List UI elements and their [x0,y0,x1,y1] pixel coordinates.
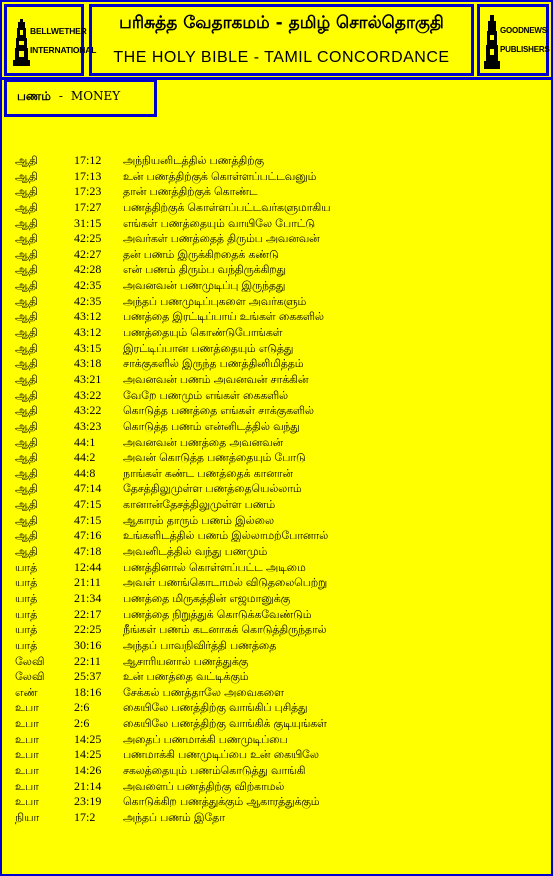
concordance-row [0,356,553,372]
entry-reference: 14:25 [74,731,102,746]
entry-text: உங்களிடத்தில் பணம் இல்லாமற்போனால் [123,529,329,543]
entry-text: நாங்கள் கண்ட பணத்தைக் கானான் [123,466,293,480]
concordance-row [0,528,553,544]
title-banner [89,4,474,76]
entry-book: உபா [15,701,39,715]
entry-text: வேறே பணமும் எங்கள் கைகளில் [123,388,288,402]
concordance-row [0,544,553,560]
entry-text: பணத்திற்குக் கொள்ளப்பட்டவர்களுமாகிய [123,200,331,214]
right-logo-line2: PUBLISHERS [500,45,550,54]
entry-book: ஆதி [15,169,38,183]
entry-text: கையிலே பணத்திற்கு வாங்கிக் குடியுங்கள் [123,717,327,731]
entry-reference: 44:2 [74,450,96,465]
entry-text: அவள் பணங்கொடாமல் விடுதலைபெற்று [123,576,327,590]
entry-book: யாத் [15,607,38,621]
entry-text: அந்தப் பணம் இதோ [123,810,225,824]
concordance-row [0,747,553,763]
entry-text: ஆகாரம் தாரும் பணம் இல்லை [123,513,274,527]
entry-reference: 43:18 [74,356,102,371]
entry-book: ஆதி [15,482,38,496]
entry-book: உபா [15,779,39,793]
concordance-row [0,247,553,263]
concordance-row [0,294,553,310]
entry-reference: 17:23 [74,184,102,199]
entry-text: இரட்டிப்பான பணத்தையும் எடுத்து [123,341,294,355]
entry-reference: 12:44 [74,559,102,574]
entry-text: நீங்கள் பணம் கடனாகக் கொடுத்திருந்தால் [123,623,327,637]
entry-reference: 43:12 [74,309,102,324]
entry-text: அவன் கொடுத்த பணத்தையும் போடு [123,451,306,465]
entry-book: ஆதி [15,232,38,246]
entry-book: ஆதி [15,372,38,386]
entry-text: தன் பணம் இருக்கிறதைக் கண்டு [123,247,279,261]
entry-book: ஆதி [15,247,38,261]
entry-reference: 43:22 [74,403,102,418]
right-logo-line1: GOODNEWS [500,26,547,35]
entry-reference: 14:25 [74,747,102,762]
entry-reference: 21:34 [74,590,102,605]
concordance-row [0,278,553,294]
entry-book: ஆதி [15,216,38,230]
concordance-row [0,372,553,388]
entry-text: எங்கள் பணத்தையும் வாயிலே போட்டு [123,216,315,230]
entry-text: அதைப் பணமாக்கி பணமுடிப்பை [123,732,288,746]
entry-book: ஆதி [15,310,38,324]
entry-book: யாத் [15,623,38,637]
entry-reference: 44:1 [74,434,96,449]
entry-book: யாத் [15,560,38,574]
entry-reference: 25:37 [74,669,102,684]
entry-text: உன் பணத்தை வட்டிக்கும் [123,670,249,684]
entry-reference: 43:23 [74,418,102,433]
concordance-row [0,216,553,232]
entry-reference: 47:15 [74,497,102,512]
entry-reference: 43:21 [74,371,102,386]
entry-text: அந்நியனிடத்தில் பணத்திற்கு [123,154,264,167]
concordance-row [0,153,553,169]
left-logo-line1: BELLWETHER [30,26,87,36]
concordance-row [0,325,553,341]
entry-book: உபா [15,732,39,746]
entry-book: நியா [15,810,40,824]
concordance-row [0,403,553,419]
entry-text: பணத்தினால் கொள்ளப்பட்ட அடிமை [123,560,306,574]
concordance-list [0,153,553,826]
entry-book: ஆதி [15,326,38,340]
entry-book: யாத் [15,638,38,652]
concordance-row [0,435,553,451]
concordance-row [0,810,553,826]
entry-book: ஆதி [15,466,38,480]
entry-reference: 42:35 [74,293,102,308]
title-tamil: பரிசுத்த வேதாகமம் - தமிழ் சொல்தொகுதி [119,13,444,33]
entry-book: ஆதி [15,263,38,277]
concordance-row [0,575,553,591]
entry-text: அவனவன் பணம் அவனவன் சாக்கின் [123,372,309,386]
headword-separator: - [58,89,63,103]
concordance-row [0,763,553,779]
concordance-row [0,669,553,685]
concordance-row [0,388,553,404]
entry-reference: 21:14 [74,778,102,793]
entry-text: அவனவன் பணத்தை அவனவன் [123,435,283,449]
concordance-row [0,622,553,638]
entry-text: அவர்கள் பணத்தைத் திரும்ப அவனவன் [123,232,320,246]
goodnews-logo [477,4,549,76]
entry-text: சேக்கல் பணத்தாலே அவைகளை [123,685,284,699]
entry-book: ஆதி [15,357,38,371]
concordance-row [0,341,553,357]
headword-english: MONEY [70,89,121,103]
entry-reference: 22:25 [74,622,102,637]
concordance-row [0,309,553,325]
entry-book: ஆதி [15,513,38,527]
entry-reference: 44:8 [74,465,96,480]
entry-book: உபா [15,748,39,762]
concordance-row [0,779,553,795]
entry-text: பணத்தை இரட்டிப்பாய் உங்கள் கைகளில் [123,310,324,324]
entry-book: ஆதி [15,451,38,465]
entry-text: சகலத்தையும் பணம்கொடுத்து வாங்கி [123,763,306,777]
entry-text: சாக்குகளில் இருந்த பணத்தினிமித்தம் [123,357,304,371]
entry-reference: 17:2 [74,809,96,824]
entry-book: ஆதி [15,341,38,355]
concordance-row [0,513,553,529]
entry-text: அவனிடத்தில் வந்து பணமும் [123,545,268,559]
concordance-row [0,716,553,732]
entry-reference: 42:28 [74,262,102,277]
entry-reference: 47:16 [74,528,102,543]
entry-book: ஆதி [15,154,38,167]
entry-text: பணத்தை மிருகத்தின் எஜமானுக்கு [123,591,291,605]
bell-tower-icon [11,15,81,69]
entry-text: அவளைப் பணத்திற்கு விற்காமல் [123,779,285,793]
entry-book: ஆதி [15,435,38,449]
concordance-row [0,184,553,200]
entry-book: லேவி [15,654,45,668]
entry-reference: 31:15 [74,215,102,230]
entry-reference: 47:18 [74,544,102,559]
entry-reference: 17:12 [74,153,102,167]
entry-book: ஆதி [15,529,38,543]
entry-reference: 43:22 [74,387,102,402]
entry-book: எண் [15,685,38,699]
entry-book: ஆதி [15,294,38,308]
entry-reference: 18:16 [74,684,102,699]
entry-book: ஆதி [15,200,38,214]
entry-reference: 42:25 [74,231,102,246]
entry-book: உபா [15,795,39,809]
headword-box [4,79,157,117]
entry-book: லேவி [15,670,45,684]
entry-text: பணத்தையும் கொண்டுபோங்கள் [123,326,283,340]
concordance-row [0,262,553,278]
entry-book: ஆதி [15,545,38,559]
entry-reference: 2:6 [74,700,90,715]
concordance-row [0,560,553,576]
entry-reference: 43:15 [74,340,102,355]
headword-tamil: பணம் [17,89,51,103]
entry-text: கையிலே பணத்திற்கு வாங்கிப் புசித்து [123,701,308,715]
entry-book: உபா [15,763,39,777]
entry-text: பணத்தை நிறுத்துக் கொடுக்கவேண்டும் [123,607,312,621]
entry-reference: 42:35 [74,278,102,293]
concordance-row [0,654,553,670]
entry-book: ஆதி [15,419,38,433]
entry-book: ஆதி [15,185,38,199]
entry-reference: 17:13 [74,168,102,183]
left-logo-line2: INTERNATIONAL [30,45,97,55]
entry-text: தான் பணத்திற்குக் கொண்ட [123,185,258,199]
entry-text: அந்தப் பணமுடிப்புகளை அவர்களும் [123,294,307,308]
concordance-row [0,685,553,701]
entry-book: ஆதி [15,404,38,418]
tower-icon [483,13,501,71]
concordance-row [0,497,553,513]
entry-text: அந்தப் பாவநிவிர்த்தி பணத்தை [123,638,277,652]
entry-book: யாத் [15,576,38,590]
entry-book: யாத் [15,591,38,605]
headword [17,89,120,105]
entry-reference: 42:27 [74,246,102,261]
entry-text: ஆசாரியனால் பணத்துக்கு [123,654,249,668]
concordance-row [0,481,553,497]
concordance-row [0,450,553,466]
concordance-row [0,169,553,185]
entry-text: கொடுத்த பணம் என்னிடத்தில் வந்து [123,419,300,433]
entry-reference: 23:19 [74,794,102,809]
bellwether-logo [4,4,97,76]
concordance-row [0,732,553,748]
entry-reference: 22:17 [74,606,102,621]
entry-book: ஆதி [15,498,38,512]
entry-reference: 47:15 [74,512,102,527]
entry-text: தேசத்திலுமுள்ள பணத்தையெல்லாம் [123,482,302,496]
entry-text: கொடுக்கிற பணத்துக்கும் ஆகாரத்துக்கும் [123,795,320,809]
entry-text: உன் பணத்திற்குக் கொள்ளப்பட்டவனும் [123,169,317,183]
entry-reference: 2:6 [74,716,90,731]
entry-book: உபா [15,717,39,731]
concordance-row [0,638,553,654]
concordance-row [0,591,553,607]
entry-text: கொடுத்த பணத்தை எங்கள் சாக்குகளில் [123,404,314,418]
concordance-row [0,700,553,716]
concordance-row [0,466,553,482]
concordance-row [0,794,553,810]
entry-text: அவனவன் பணமுடிப்பு இருந்தது [123,279,286,293]
entry-text: பணமாக்கி பணமுடிப்பை உன் கையிலே [123,748,319,762]
concordance-row [0,607,553,623]
entry-reference: 47:14 [74,481,102,496]
entry-reference: 21:11 [74,575,101,590]
entry-text: என் பணம் திரும்ப வந்திருக்கிறது [123,263,286,277]
title-english: THE HOLY BIBLE - TAMIL CONCORDANCE [113,49,450,66]
entry-reference: 43:12 [74,325,102,340]
entry-reference: 22:11 [74,653,101,668]
entry-book: ஆதி [15,388,38,402]
entry-reference: 30:16 [74,637,102,652]
entry-reference: 14:26 [74,762,102,777]
concordance-row [0,231,553,247]
concordance-row [0,200,553,216]
entry-reference: 17:27 [74,199,102,214]
concordance-row [0,419,553,435]
entry-book: ஆதி [15,279,38,293]
entry-text: கானான்தேசத்திலுமுள்ள பணம் [123,498,276,512]
